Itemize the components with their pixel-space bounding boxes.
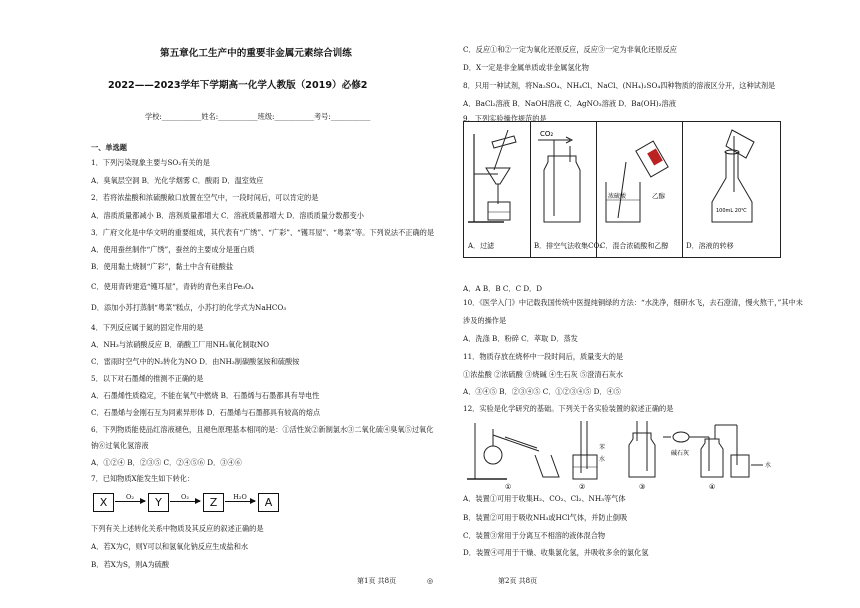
co2-label: CO₂ [540, 130, 554, 138]
q12-option-b: B．装置②可用于吸收NH₃或HCl气体，并防止倒吸 [463, 513, 628, 522]
water-label-2: 水 [599, 456, 606, 463]
q2-options: A．溶质质量都减小 B．溶剂质量都增大 C．溶液质量都增大 D．溶质质量分数都变小 [91, 211, 364, 220]
chain-arrow-3-label: H₂O [233, 493, 247, 501]
q3-option-d: D．添加小苏打蒸制“粤菜”糕点，小苏打的化学式为NaHCO₃ [91, 303, 287, 312]
doc-title: 第五章化工生产中的重要非金属元素综合训练 [160, 48, 352, 59]
chain-node-x: X [93, 493, 114, 512]
q3-option-a: A．使用蚕丝制作“广绣”，蚕丝的主要成分是蛋白质 [91, 245, 255, 254]
q9-stem: 9．下列实验操作规范的是 [463, 114, 547, 123]
q9-apparatus-table [463, 121, 781, 258]
q3-option-c: C．使用青砖建造“镬耳屋”，青砖的青色来自Fe₃O₄ [91, 282, 254, 291]
q9-caption-c: C．混合浓硫酸和乙醇 [600, 242, 669, 250]
q6-stem-cont: 钠⑥过氧化氢溶液 [91, 441, 149, 450]
q6-options: A．①②④ B．②③⑤ C．②④⑤⑥ D．③④⑥ [91, 458, 242, 467]
q3-stem: 3．广府文化是中华文明的重要组成，其代表有“广绣”、“广彩”、“镬耳屋”、“粤菜”等。下列说法不正确的是 [91, 228, 435, 237]
q9-caption-a: A．过滤 [468, 242, 495, 250]
doc-subtitle: 2022——2023学年下学期高一化学人教版（2019）必修2 [108, 80, 368, 91]
benzene-water-label: 苯 [599, 444, 606, 451]
q8-options: A．BaCl₂溶液 B．NaOH溶液 C．AgNO₃溶液 D．Ba(OH)₂溶液 [463, 99, 676, 108]
chain-arrow-1-label: O₂ [126, 493, 134, 501]
flask-label: 100mL 20℃ [716, 208, 747, 214]
apparatus-num-2: ② [579, 483, 586, 491]
q9-cell-c [596, 122, 683, 257]
q3-option-b: B．使用黏土烧制“广彩”，黏土中含有硅酸盐 [91, 262, 234, 271]
footer-page-right: 第2页 共8页 [498, 577, 538, 585]
chain-node-a: A [258, 493, 279, 512]
filtration-diagram [464, 122, 530, 232]
chain-arrow-2 [170, 493, 200, 502]
footer-binding-mark: ◎ [427, 577, 434, 585]
soda-lime-label: 碱石灰 [671, 450, 690, 457]
q7-option-b: B．若X为S，则A为硫酸 [91, 560, 170, 569]
q12-option-a: A．装置①可用于收集H₂、CO₂、Cl₂、NH₃等气体 [463, 494, 626, 503]
mixing-diagram [596, 122, 682, 232]
q7-option-c: C．反应①和②一定为氧化还原反应，反应③一定为非氧化还原反应 [463, 45, 677, 54]
q1-options: A．臭氧层空洞 B．光化学烟雾 C．酸雨 D．温室效应 [91, 176, 264, 185]
chain-arrow-2-label: O₂ [181, 493, 189, 501]
q5-options-ab: A．石墨烯性质稳定，不能在氧气中燃烧 B．石墨烯与石墨都具有导电性 [91, 391, 320, 400]
q11-items: ①浓盐酸 ②浓硫酸 ③烧碱 ④生石灰 ⑤澄清石灰水 [463, 370, 624, 379]
q2-stem: 2．若将浓盐酸和浓硫酸敞口放置在空气中，一段时间后，可以肯定的是 [91, 193, 319, 202]
q10-options: A．洗涤 B．粉碎 C．萃取 D．蒸发 [463, 334, 578, 343]
q7-question: 下列有关上述转化关系中物质及其反应的叙述正确的是 [91, 524, 264, 533]
chain-arrow-1 [115, 493, 145, 502]
q12-apparatus-figure [463, 415, 773, 491]
apparatus-num-3: ③ [639, 483, 646, 491]
q4-options-cd: C．雷雨时空气中的N₂转化为NO D．由NH₃制碳酸氢铵和硫酸铵 [91, 357, 300, 366]
q1-stem: 1．下列污染现象主要与SO₂有关的是 [91, 158, 210, 167]
chain-node-y: Y [148, 493, 169, 512]
volumetric-flask-diagram [682, 122, 780, 232]
footer-page-left: 第1页 共8页 [357, 577, 397, 585]
conc-acid-label: 浓硫酸 [608, 193, 627, 200]
apparatus-num-1: ① [505, 483, 512, 491]
q6-stem: 6．下列物质能使品红溶液褪色，且褪色原理基本相同的是：①活性炭②新制氯水③二氧化硫④臭氧⑤过氧化 [91, 425, 434, 434]
q5-options-cd: C．石墨烯与金刚石互为同素异形体 D．石墨烯与石墨都具有较高的熔点 [91, 408, 321, 417]
q12-option-c: C．装置③常用于分离互不相溶的液体混合物 [463, 531, 606, 540]
q12-stem: 12．实验是化学研究的基础。下列关于各实验装置的叙述正确的是 [463, 404, 674, 413]
q12-option-d: D．装置④可用于干燥、收集氯化氢，并吸收多余的氯化氢 [463, 548, 649, 557]
q11-stem: 11．物质存放在烧杯中一段时间后，质量变大的是 [463, 352, 624, 361]
chain-arrow-3 [225, 493, 255, 502]
q9-options: A．A B．B C．C D．D [463, 284, 543, 293]
q7-option-a: A．若X为C，则Y可以和氢氧化钠反应生成盐和水 [91, 542, 249, 551]
q9-cell-b [530, 122, 603, 257]
chain-node-z: Z [203, 493, 224, 512]
q4-stem: 4．下列反应属于氮的固定作用的是 [91, 323, 204, 332]
q10-stem-cont: 涉及的操作是 [463, 316, 507, 325]
q8-stem: 8．只用一种试剂，将Na₂SO₄、NH₄Cl、NaCl、(NH₄)₂SO₄四种物质的溶液区分开，这种试剂是 [463, 81, 776, 90]
q5-stem: 5．以下对石墨烯的推测不正确的是 [91, 374, 204, 383]
section-heading: 一、单选题 [91, 143, 127, 152]
q9-cell-a [464, 122, 531, 257]
q9-caption-d: D．溶液的转移 [686, 242, 734, 250]
ethanol-label: 乙醇 [652, 192, 665, 200]
apparatus-num-4: ④ [709, 483, 716, 491]
q11-options: A．③④⑤ B．②③④⑤ C．①②③④⑤ D．④⑤ [463, 387, 621, 396]
q9-caption-b: B．排空气法收集CO₂ [534, 242, 603, 250]
q4-options-ab: A．NH₃与浓硝酸反应 B．硝酸工厂用NH₃氧化制取NO [91, 340, 270, 349]
water-label-4: 水 [765, 462, 772, 469]
q7-option-d: D．X一定是非金属单质或非金属氢化物 [463, 63, 589, 72]
q9-cell-d [682, 122, 780, 257]
student-info-line: 学校:___________姓名:___________班级:___________考号:___________ [145, 112, 371, 121]
q7-stem: 7．已知物质X能发生如下转化： [91, 474, 195, 483]
q10-stem: 10．《医学入门》中记载我国传统中医提纯铜绿的方法：“水洗净，细研水飞，去石澄清，慢火熬干，”其中未 [463, 298, 803, 307]
gas-collection-diagram [530, 122, 596, 232]
